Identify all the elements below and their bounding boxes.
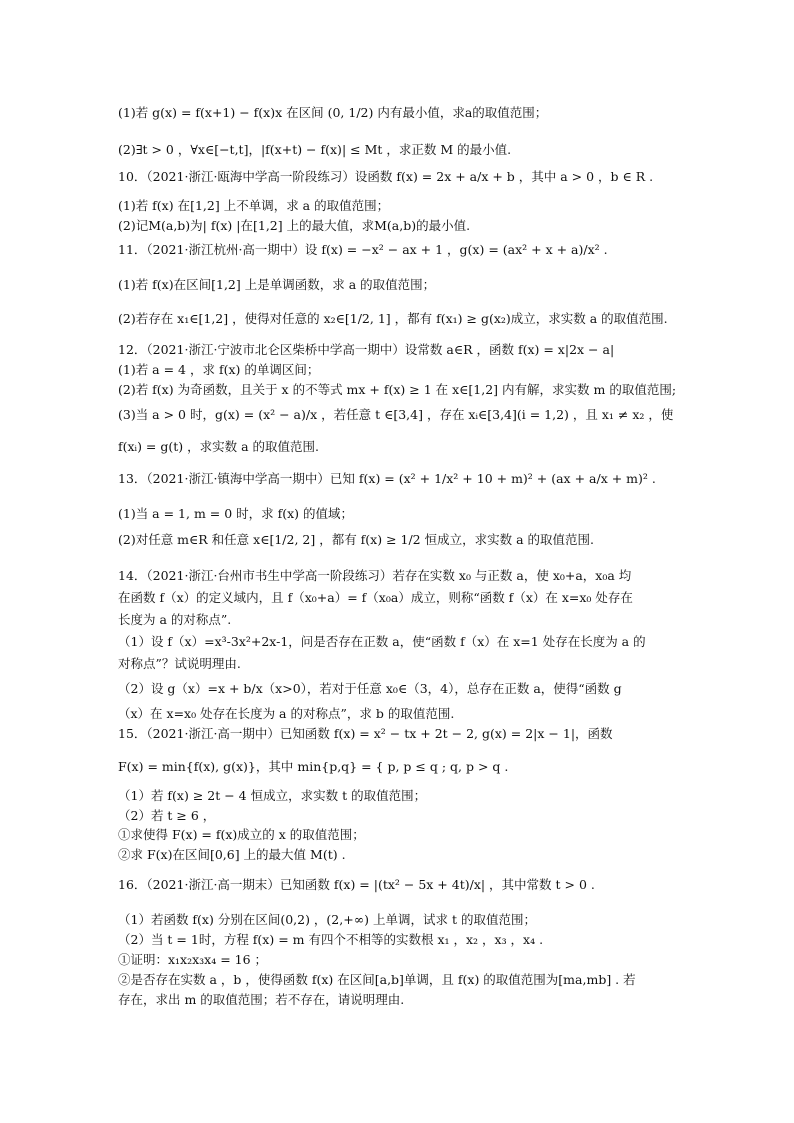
text-line: （2）设 g（x）=x + b/x（x>0），若对于任意 x₀∈（3，4），总存在正数 a，使得“函数 g [118, 681, 622, 696]
text-line: （1）若函数 f(x) 分别在区间(0,2) ，(2,+∞) 上单调，试求 t 的取值范围； [118, 912, 536, 927]
text-line: 12．（2021·浙江·宁波市北仑区柴桥中学高一期中）设常数 a∈R ，函数 f(x) = x|2x − a| [118, 342, 615, 357]
text-line: （2）若 t ≥ 6 ， [118, 808, 216, 823]
text-line: ①证明：x₁x₂x₃x₄ = 16 ； [118, 952, 268, 967]
text-line: (2)∃t > 0 ，∀x∈[−t,t]，|f(x+t) − f(x)| ≤ Mt ，求正数 M 的最小值. [118, 142, 512, 157]
text-line: 存在，求出 m 的取值范围；若不存在，请说明理由. [118, 992, 405, 1007]
text-line: (2)对任意 m∈R 和任意 x∈[1/2, 2] ，都有 f(x) ≥ 1/2 恒成立，求实数 a 的取值范围. [118, 532, 594, 547]
text-line: f(xᵢ) = g(t) ，求实数 a 的取值范围. [118, 439, 319, 454]
text-line: （1）若 f(x) ≥ 2t − 4 恒成立，求实数 t 的取值范围； [118, 788, 427, 803]
text-line: 16．（2021·浙江·高一期末）已知函数 f(x) = |(tx² − 5x + 4t)/x| ，其中常数 t > 0 . [118, 877, 595, 892]
text-line: 14．（2021·浙江·台州市书生中学高一阶段练习）若存在实数 x₀ 与正数 a，使 x₀+a，x₀a 均 [118, 568, 632, 583]
text-line: 15．（2021·浙江·高一期中）已知函数 f(x) = x² − tx + 2t − 2, g(x) = 2|x − 1|，函数 [118, 726, 613, 741]
text-line: （2）当 t = 1时，方程 f(x) = m 有四个不相等的实数根 x₁ ，x₂ ，x₃ ，x₄ . [118, 932, 544, 947]
text-line: (3)当 a > 0 时，g(x) = (x² − a)/x ，若任意 t ∈[3,4] ，存在 xᵢ∈[3,4](i = 1,2) ，且 x₁ ≠ x₂ ，使 [118, 407, 674, 422]
text-line: (2)记M(a,b)为| f(x) |在[1,2] 上的最大值，求M(a,b)的最小值. [118, 218, 471, 233]
text-line: F(x) = min{f(x), g(x)}，其中 min{p,q} = { p, p ≤ q ; q, p > q . [118, 759, 509, 774]
text-line: (1)若 f(x)在区间[1,2] 上是单调函数，求 a 的取值范围； [118, 277, 436, 292]
text-line: 10．（2021·浙江·瓯海中学高一阶段练习）设函数 f(x) = 2x + a/x + b ，其中 a > 0 ，b ∈ R . [118, 169, 654, 184]
text-line: （1）设 f（x）=x³-3x²+2x-1，问是否存在正数 a，使“函数 f（x）在 x=1 处存在长度为 a 的 [118, 634, 646, 649]
text-line: (1)若 g(x) = f(x+1) − f(x)x 在区间 (0, 1/2) 内有最小值，求a的取值范围； [118, 105, 548, 120]
text-line: (1)若 f(x) 在[1,2] 上不单调，求 a 的取值范围； [118, 198, 390, 213]
text-line: ①求使得 F(x) = f(x)成立的 x 的取值范围； [118, 827, 365, 842]
text-line: 11．（2021·浙江杭州·高一期中）设 f(x) = −x² − ax + 1 ，g(x) = (ax² + x + a)/x² . [118, 242, 608, 257]
text-line: ②是否存在实数 a ，b ，使得函数 f(x) 在区间[a,b]单调，且 f(x) 的取值范围为[ma,mb] . 若 [118, 972, 636, 987]
text-line: 13．（2021·浙江·镇海中学高一期中）已知 f(x) = (x² + 1/x² + 10 + m)² + (ax + a/x + m)² . [118, 471, 656, 486]
text-line: 在函数 f（x）的定义域内，且 f（x₀+a）= f（x₀a）成立，则称“函数 f（x）在 x=x₀ 处存在 [118, 590, 633, 605]
text-line: (2)若存在 x₁∈[1,2] ，使得对任意的 x₂∈[1/2, 1] ，都有 f(x₁) ≥ g(x₂)成立，求实数 a 的取值范围. [118, 311, 668, 326]
text-line: (1)若 a = 4 ，求 f(x) 的单调区间； [118, 362, 320, 377]
text-line: (1)当 a = 1, m = 0 时，求 f(x) 的值域； [118, 506, 354, 521]
text-line: ②求 F(x)在区间[0,6] 上的最大值 M(t) . [118, 847, 346, 862]
text-line: （x）在 x=x₀ 处存在长度为 a 的对称点”，求 b 的取值范围. [118, 706, 455, 721]
text-line: 对称点”？试说明理由. [118, 656, 241, 671]
text-line: (2)若 f(x) 为奇函数，且关于 x 的不等式 mx + f(x) ≥ 1 在 x∈[1,2] 内有解，求实数 m 的取值范围; [118, 382, 677, 397]
text-line: 长度为 a 的对称点”. [118, 612, 232, 627]
